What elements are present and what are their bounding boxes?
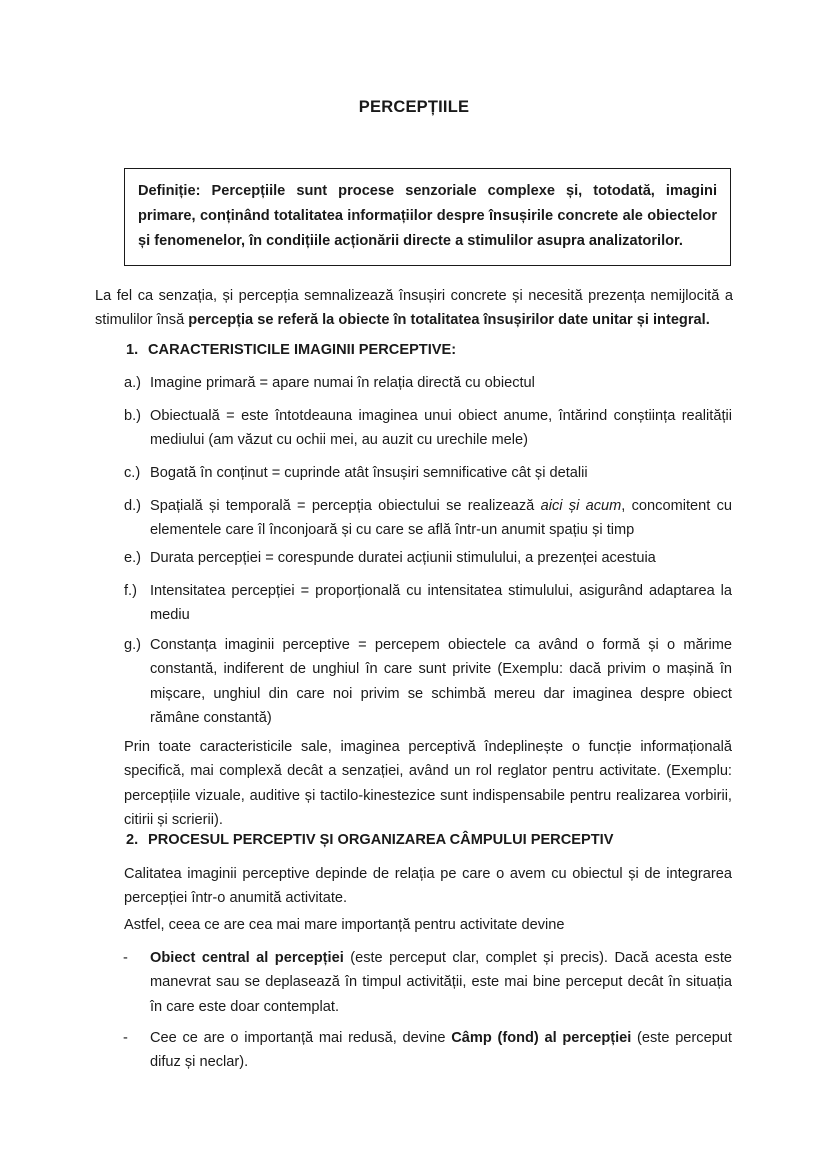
list-item-a (124, 371, 732, 395)
list-item-e (124, 546, 732, 570)
intro-paragraph-text (95, 284, 733, 333)
section-heading-1 (126, 338, 732, 362)
list-text-b: Obiectuală = este întotdeauna imaginea unui obiect anume, întărind conștiința realității mediului (am văzut cu ochii mei, au auzit cu urechile mele) (150, 408, 732, 449)
bullet-item-1 (123, 946, 732, 1019)
list-marker-a: a.) (124, 375, 142, 391)
bullet-marker-2: - (123, 1030, 128, 1046)
list-item-g (124, 633, 732, 731)
intro-plain-text: La fel ca senzația, și percepția semnalizează însușiri concrete și necesită prezența nemijlocită a stimulilor însă (95, 288, 733, 329)
definition-text: Definiție: Percepțiile sunt procese senzoriale complexe și, totodată, imagini primare, conținând totalitatea informațiilor despre însușirile concrete ale obiectelor și fenomenelor, în condițiile acționării directe a stimulilor asupra analizatorilor. (138, 183, 717, 249)
section-2-number: 2. (126, 832, 139, 848)
bullet-text-2-rest: (este perceput difuz și neclar). (150, 1030, 732, 1071)
list-marker-c: c.) (124, 465, 141, 481)
definition-box (124, 168, 731, 266)
section-1-label: CARACTERISTICILE IMAGINII PERCEPTIVE: (148, 342, 457, 358)
intro-bold-text: percepția se referă la obiecte în totalitatea însușirilor date unitar și integral. (188, 312, 710, 329)
bullet-text-1 (150, 946, 732, 1019)
bullet-text-1-rest: (este perceput clar, complet și precis). Dacă acesta este manevrat sau se deplasează în timpul activității, este mai bine perceput decât în situația în care este doar contemplat. (150, 950, 732, 1015)
list-item-c (124, 461, 732, 485)
list-text-d-part2: , concomitent cu elementele care îl înconjoară și cu care se află într-un anumit spațiu și timp (150, 498, 733, 539)
list-text-e: Durata percepției = corespunde duratei acțiunii stimulului, a prezenței acestuia (150, 550, 656, 566)
bullet-text-2-lead: Cee ce are o importanță mai redusă, devine (150, 1030, 452, 1046)
list-marker-g: g.) (124, 637, 142, 653)
list-text-f: Intensitatea percepției = proporțională cu intensitatea stimulului, asigurând adaptarea la mediu (150, 583, 732, 624)
list-text-d (150, 494, 732, 543)
bullet-item-2 (123, 1026, 732, 1075)
list-text-a: Imagine primară = apare numai în relația directă cu obiectul (150, 375, 535, 391)
list-text-d-part1: Spațială și temporală = percepția obiectului se realizează (150, 498, 541, 514)
list-text-d-italic: aici și acum (540, 498, 622, 514)
list-item-f (124, 579, 732, 628)
section-heading-2 (126, 828, 732, 852)
section-2-paragraph-2: Astfel, ceea ce are cea mai mare importanță pentru activitate devine (124, 917, 565, 933)
bullet-marker-1: - (123, 950, 128, 966)
bullet-text-2 (150, 1026, 732, 1075)
list-item-b (124, 404, 732, 453)
page-title: PERCEPȚIILE (358, 98, 470, 116)
section-2-paragraph-1: Calitatea imaginii perceptive depinde de relația pe care o avem cu obiectul și de integrarea percepției într-o anumită activitate. (124, 866, 732, 907)
intro-paragraph (95, 284, 733, 333)
section-2-label: PROCESUL PERCEPTIV ȘI ORGANIZAREA CÂMPULUI PERCEPTIV (148, 832, 614, 848)
list-marker-e: e.) (124, 550, 142, 566)
section-1-closing-paragraph: Prin toate caracteristicile sale, imaginea perceptivă îndeplinește o funcție informațională specifică, mai complexă decât a senzației, având un rol reglator pentru activitate. (Exemplu: percepțiile vizuale, auditive și tactilo-kinestezice sunt indispensabile pentru realizarea vorbirii, citirii și scrierii). (124, 739, 732, 829)
list-marker-b: b.) (124, 408, 142, 424)
list-text-c: Bogată în conținut = cuprinde atât însușiri semnificative cât și detalii (150, 465, 588, 481)
section-1-number: 1. (126, 342, 139, 358)
bullet-text-1-bold: Obiect central al percepției (150, 950, 344, 966)
list-marker-d: d.) (124, 498, 142, 514)
list-item-d (124, 494, 732, 543)
bullet-text-2-bold: Câmp (fond) al percepției (451, 1030, 632, 1046)
list-marker-f: f.) (124, 583, 137, 599)
list-text-g: Constanța imaginii perceptive = percepem obiectele ca având o formă și o mărime constantă, indiferent de unghiul în care sunt privite (Exemplu: dacă privim o mașină în mișcare, unghiul din care noi privim se schimbă mereu dar imaginea despre obiect rămâne constantă) (150, 637, 732, 727)
